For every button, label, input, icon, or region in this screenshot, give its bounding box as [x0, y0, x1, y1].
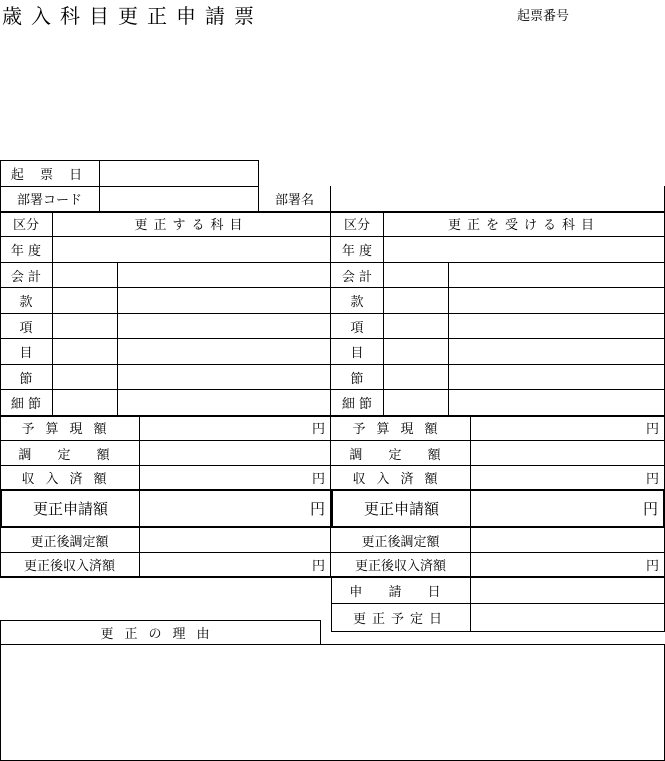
row-label-kan-right: 款	[331, 288, 384, 314]
budget-right-label: 予算現額	[331, 415, 471, 441]
adjusted-right-label: 調 定 額	[331, 441, 471, 466]
budget-right-field[interactable]	[471, 415, 664, 441]
form-title: 歳入科目更正申請票	[2, 4, 263, 28]
row-label-account-right: 会 計	[331, 263, 384, 288]
year-left-field[interactable]	[53, 237, 331, 263]
after-adjusted-right-label: 更正後調定額	[331, 528, 471, 553]
moku-left-code[interactable]	[53, 339, 118, 365]
setsu-left-name[interactable]	[118, 365, 331, 390]
yen-unit: 円	[309, 500, 325, 518]
date-field[interactable]	[100, 160, 259, 187]
saisetsu-right-name[interactable]	[449, 390, 664, 416]
dept-code-label: 部署コード	[0, 186, 100, 212]
received-right-field[interactable]	[471, 466, 664, 490]
row-label-year-right: 年 度	[331, 237, 384, 263]
after-received-right-label: 更正後収入済額	[331, 553, 471, 577]
planned-date-field[interactable]	[471, 604, 664, 631]
reason-label: 更正の理由	[100, 627, 221, 642]
account-right-name[interactable]	[449, 263, 664, 288]
yen-unit: 円	[642, 500, 658, 518]
after-received-left-label: 更正後収入済額	[0, 553, 140, 577]
reason-field[interactable]	[0, 644, 665, 761]
row-label-moku-right: 目	[331, 339, 384, 365]
dept-name-label: 部署名	[259, 186, 331, 212]
yen-unit: 円	[645, 559, 659, 574]
after-received-left-field[interactable]	[140, 553, 331, 577]
kan-right-name[interactable]	[449, 288, 664, 314]
planned-date-label: 更正予定日	[331, 604, 471, 631]
row-label-saisetsu-right: 細 節	[331, 390, 384, 416]
received-left-field[interactable]	[140, 466, 331, 490]
apply-date-label: 申 請 日	[331, 577, 471, 604]
row-label-setsu-left: 節	[0, 365, 53, 390]
adjusted-right-field[interactable]	[471, 441, 664, 466]
row-label-kou-right: 項	[331, 314, 384, 339]
right-subject-header: 更正を受ける科目	[384, 211, 664, 237]
setsu-right-name[interactable]	[449, 365, 664, 390]
after-adjusted-left-label: 更正後調定額	[0, 528, 140, 553]
right-kubun-header: 区分	[331, 211, 384, 237]
yen-unit: 円	[645, 422, 659, 437]
request-right-field[interactable]	[471, 491, 663, 526]
left-subject-header: 更正する科目	[53, 211, 331, 237]
moku-right-code[interactable]	[384, 339, 449, 365]
saisetsu-left-name[interactable]	[118, 390, 331, 416]
after-received-right-field[interactable]	[471, 553, 664, 577]
year-right-field[interactable]	[384, 237, 664, 263]
kou-left-name[interactable]	[118, 314, 331, 339]
request-left-field[interactable]	[140, 491, 330, 526]
adjusted-left-label: 調 定 額	[0, 441, 140, 466]
account-left-name[interactable]	[118, 263, 331, 288]
kan-right-code[interactable]	[384, 288, 449, 314]
yen-unit: 円	[311, 422, 325, 437]
received-left-label: 収入済額	[0, 466, 140, 490]
kan-left-name[interactable]	[118, 288, 331, 314]
yen-unit: 円	[645, 472, 659, 487]
row-label-kou-left: 項	[0, 314, 53, 339]
row-label-kan-left: 款	[0, 288, 53, 314]
row-label-year-left: 年 度	[0, 237, 53, 263]
row-label-setsu-right: 節	[331, 365, 384, 390]
account-left-code[interactable]	[53, 263, 118, 288]
setsu-left-code[interactable]	[53, 365, 118, 390]
kan-left-code[interactable]	[53, 288, 118, 314]
after-adjusted-left-field[interactable]	[140, 528, 331, 553]
saisetsu-left-code[interactable]	[53, 390, 118, 416]
row-label-saisetsu-left: 細 節	[0, 390, 53, 416]
doc-number-label: 起票番号	[517, 9, 570, 24]
yen-unit: 円	[311, 559, 325, 574]
setsu-right-code[interactable]	[384, 365, 449, 390]
after-adjusted-right-field[interactable]	[471, 528, 664, 553]
request-left-label: 更正申請額	[2, 491, 140, 526]
account-right-code[interactable]	[384, 263, 449, 288]
row-label-account-left: 会 計	[0, 263, 53, 288]
moku-left-name[interactable]	[118, 339, 331, 365]
kou-left-code[interactable]	[53, 314, 118, 339]
received-right-label: 収入済額	[331, 466, 471, 490]
request-right-label: 更正申請額	[333, 491, 471, 526]
budget-left-label: 予算現額	[0, 415, 140, 441]
moku-right-name[interactable]	[449, 339, 664, 365]
row-label-moku-left: 目	[0, 339, 53, 365]
budget-left-field[interactable]	[140, 415, 331, 441]
dept-name-field[interactable]	[331, 186, 664, 212]
dept-code-field[interactable]	[100, 186, 259, 212]
yen-unit: 円	[311, 472, 325, 487]
adjusted-left-field[interactable]	[140, 441, 331, 466]
date-label: 起 票 日	[0, 160, 100, 187]
saisetsu-right-code[interactable]	[384, 390, 449, 416]
kou-right-name[interactable]	[449, 314, 664, 339]
left-kubun-header: 区分	[0, 211, 53, 237]
apply-date-field[interactable]	[471, 577, 664, 604]
kou-right-code[interactable]	[384, 314, 449, 339]
